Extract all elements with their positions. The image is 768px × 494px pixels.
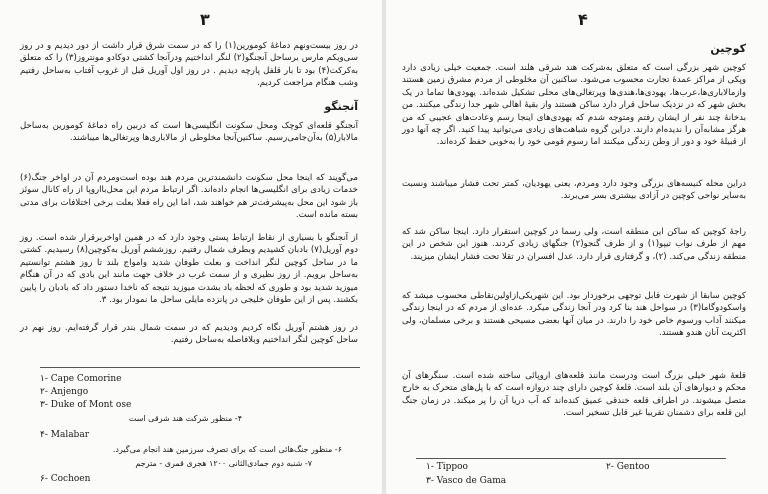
right-paragraph-5: قلعهٔ شهر خیلی بزرگ است ودرست مانند قلعه‌های اروپائی ساخته شده است. سنگرهای آن محکم و دیوارهای آن بلند است. قلعهٔ کوچین دارای چند دروازه است که با پل‌های متحرک به خارج متصل میشوند. در اطراف قلعه خندقی عمیق کنده‌اند که آب دریا آن را پر میکند. در زمان جنگ این قلعه برای دشمنان تقریبا غیر قابل تسخیر است. — [402, 371, 746, 419]
left-paragraph-1: در روز بیست‌ونهم دماغهٔ کومورین(۱) را که در سمت شرق قرار داشت از دور دیدیم و در روز سی‌ویکم مارس برساحل آنجنگو(۲) لنگر انداختیم ودرآنجا کشتی دوکاد‌و مونتروز(۳) را که متعلق به‌کرکت(۴) بود تا بار قلفل پارچه دیدیم . در روز اول آوریل قبل از غروب آفتاب به‌ساحل رفتیم وشب هنگام مراجعت کردیم. — [20, 41, 359, 89]
left-paragraph-2: آنجنگو قلعه‌ای کوچک ومحل سکونت انگلیسی‌ها است که دربین راه دماغهٔ کومورین به‌ساحل مالابار(۵) به‌آن‌جامی‌رسیم. ساکنین‌آنجا مخلوطی از مالاباری‌ها وپرتغالی‌ها میباشند. — [20, 121, 358, 144]
left-footnote-latin-2: ۲- Anjengo — [40, 387, 89, 397]
left-paragraph-5: در روز هشتم آوریل نگاه کردیم ودیدیم که در سمت شمال بندر قرار گرفته‌ایم. روز نهم در ساحل کوچین لنگر انداختیم وبلافاصله به‌ساحل رفتیم. — [20, 323, 358, 346]
left-footnote-latin-4: ۴- Malabar — [40, 430, 89, 440]
right-footnote-rule — [416, 458, 726, 459]
left-heading-anjengo: آنجنگو — [324, 100, 358, 113]
page-number-left: ۳ — [200, 10, 210, 29]
left-paragraph-4: از آنجنگو با بسیاری از نقاط ارتباط پستی وجود دارد که در همین اواخربرقرار شده است. روز دوم آوریل(۷) بادبان کشیدیم وبطرف شمال رفتیم. روزششم آوریل به‌کوچین(۸) رسیدیم. کشتی ما در ساحل کوچین لنگر انداخت و بعلت طوفان شدید وامواج بلند تا روز هشتم توانستیم به‌ساحل برویم. از روز نظیری و از سمت غرب در خلاف جهت مانند این بادی که در آن هنگام میوزید شدید بود و طوری که لحظه باد بشدت میوزید نتیجه که ناخدا دستور داد که بادبان را پایین بکشند. پس از این طوفان خلیجی در پانزده مایلی ساحل ما نمودار بود. ۳. — [20, 233, 358, 306]
right-footnote-latin-1: ۱- Tippoo — [426, 462, 468, 472]
left-footnote-fa-3: ۷- شنبه دوم جمادی‌الثانی ۱۲۰۰ هجری قمری - مترجم — [135, 459, 312, 468]
right-paragraph-4: کوچین سابقا از شهرت قابل توجهی برخوردار بود. این شهریکی‌ازاولین‌نقاطی محسوب میشد که واسکودوگاما(۳) در سواحل هند بنا کرد ودر آنجا زندگی میکرد. عده‌ای از مردم که در اینجا زندگی میکنند آداب ورسوم خاص خود را دارند. در میان آنها بعضی مسیحی هستند و برخی مسلمان، ولی اکثریت آنان هندو هستند. — [402, 291, 746, 339]
left-footnote-rule — [40, 367, 360, 368]
right-page — [386, 0, 768, 494]
right-footnote-latin-2: ۲- Gentoo — [606, 462, 650, 472]
right-footnote-latin-3: ۳- Vasco de Gama — [426, 476, 507, 486]
left-paragraph-3: می‌گویند که اینجا محل سکونت دانشمندترین مردم هند بوده است‌ومردم آن در اواخر جنگ(۶) خدمات زیادی برای انگلیسی‌ها انجام داده‌اند. اگر ارتباط مردم این محل‌بااروپا از راه کانال سوئز باز شود این محل به‌پیشرفت‌تر هم خواهند شد، اما این راه فعلا بعلت برخی اختلافات برای مدتی بسته مانده است. — [20, 173, 358, 221]
left-footnote-latin-5: ۶- Cochoen — [40, 474, 91, 484]
page-number-right: ۴ — [578, 10, 588, 29]
left-footnote-latin-1: ۱- Cape Comorine — [40, 374, 122, 384]
right-paragraph-1: کوچین شهر بزرگی است که متعلق به‌شرکت هند شرقی هلند است. جمعیت خیلی زیادی دارد وپکی از مراکز عمدهٔ تجارت محسوب می‌شود. ساکنین آن مخلوطی از مردم مشرق زمین هستند وازمالاباری‌ها،عرب‌ها، یهودی‌ها،هندی‌ها وپرتغالی‌های محلی تشکیل شده‌اند. یهودی‌ها تماما در یک بخش شهر که در نزدیک ساحل قرار دارد ساکن هستند واز بقیهٔ اهالی شهر جدا زندگی میکنند. من بدخانهٔ چند نفر از ایشان رفتم ومتوجه شدم که یهودی‌های اینجا رسم وعادت‌های عجیبی که من هرگز مشابه‌آن را ندیده‌ام دارند. دراین گروه شباهت‌های زیادی می‌توانید پیدا کنید. اگر چه آنها دور از قبیلهٔ خود و دور از وطن زندگی میکنند اما رسوم قومی خود را به‌خوبی حفظ کرده‌اند. — [402, 63, 746, 148]
left-page — [0, 0, 383, 494]
left-footnote-fa-2: ۶- منظور جنگ‌هائی است که برای تصرف سرزمین هند انجام می‌گیرد. — [112, 445, 342, 454]
left-footnote-fa-1: ۴- منظور شرکت هند شرقی است — [128, 414, 242, 423]
right-paragraph-3: راجهٔ کوچین که ساکن این منطقه است، ولی رسما در کوچین استقرار دارد. اینجا ساکن شد که مهم از طرف نواب تیپو(۱) و از طرف گنجو(۲) جنگهای زیادی کردند. هنوز این شخص در این منطقه زندگی می‌کند. (۲)، و گرفتاری قرار دارد. عدل افسران در تقلا تحت فشار ایشان میزیند. — [402, 227, 746, 262]
right-heading-cochin: کوچین — [710, 42, 746, 55]
left-footnote-latin-3: ۳- Duke of Mont ose — [40, 400, 132, 410]
right-paragraph-2: دراین محله کنیسه‌های بزرگی وجود دارد ومردم، یعنی یهودیان، کمتر تحت فشار میباشند ونسبت به‌سایر نواحی کوچین در آزادی بیشتری بسر می‌برند. — [402, 179, 746, 202]
